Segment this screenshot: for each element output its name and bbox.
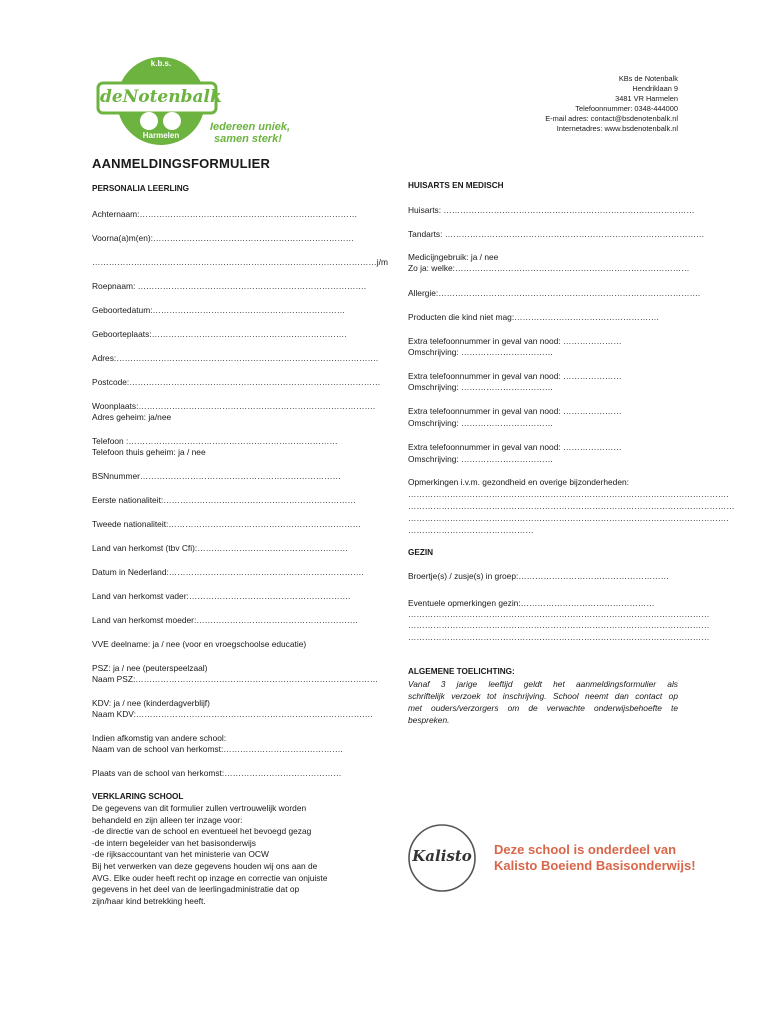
field-producten[interactable]: Producten die kind niet mag:……………………………………………. <box>408 312 659 322</box>
field-broertjes[interactable]: Broertje(s) / zusje(s) in groep:……………………………………………… <box>408 571 670 581</box>
address-line: Telefoonnummer: 0348-444000 <box>575 104 678 113</box>
field-voornamen-cont[interactable]: …………………………………………………………………………………………j/m <box>92 257 388 267</box>
logo-slogan-1: Iedereen uniek, <box>210 121 291 133</box>
field-naam-school-herkomst[interactable]: Naam van de school van herkomst:……………………………………. <box>92 744 343 754</box>
field-omschrijving[interactable]: Omschrijving: …………………………… <box>408 454 554 464</box>
gezin-heading: GEZIN <box>408 548 434 557</box>
field-zoja-welke[interactable]: Zo ja: welke:………………………………………………………………………… <box>408 263 690 273</box>
school-logo <box>96 55 316 155</box>
field-omschrijving[interactable]: Omschrijving: …………………………… <box>408 347 554 357</box>
field-postcode[interactable]: Postcode:……………………………………………………………………………… <box>92 377 381 387</box>
field-tweede-nationaliteit[interactable]: Tweede nationaliteit:…………………………………………………………… <box>92 519 361 529</box>
field-datum-nederland[interactable]: Datum in Nederland:……………………………………………………………. <box>92 567 364 577</box>
gezin-line[interactable]: ……………………………………………………………………………………………… <box>408 620 710 630</box>
field-allergie[interactable]: Allergie:…………………………………………………………………………………. <box>408 288 701 298</box>
field-extra-telefoon[interactable]: Extra telefoonnummer in geval van nood: ………………… <box>408 406 622 416</box>
field-omschrijving[interactable]: Omschrijving: …………………………… <box>408 418 554 428</box>
field-plaats-school-herkomst[interactable]: Plaats van de school van herkomst:…………………………………… <box>92 768 342 778</box>
medisch-heading: HUISARTS EN MEDISCH <box>408 181 504 190</box>
field-kdv[interactable]: KDV: ja / nee (kinderdagverblijf) <box>92 698 210 708</box>
field-adres-geheim[interactable]: Adres geheim: ja/nee <box>92 412 172 422</box>
field-naam-psz[interactable]: Naam PSZ:…………………………………………………………………………… <box>92 674 379 684</box>
verklaring-line: -de directie van de school en eventueel het bevoegd gezag <box>92 826 312 837</box>
kalisto-logo <box>406 822 478 894</box>
verklaring-line: gegevens in het deel van de leerlingadministratie dat op <box>92 884 300 895</box>
field-land-herkomst[interactable]: Land van herkomst (tbv Cfi):……………………………………………… <box>92 543 348 553</box>
kalisto-logo-text: Kalisto <box>412 847 472 865</box>
field-adres[interactable]: Adres:…………………………………………………………………………………. <box>92 353 379 363</box>
verklaring-line: -de rijksaccountant van het ministerie van OCW <box>92 849 269 860</box>
gezin-line[interactable]: ……………………………………………………………………………………………… <box>408 632 710 642</box>
opmerkingen-line[interactable]: ……………………………………………………………………………………………………… <box>408 501 735 511</box>
gezin-line[interactable]: ……………………………………………………………………………………………… <box>408 609 710 619</box>
field-psz[interactable]: PSZ: ja / nee (peuterspeelzaal) <box>92 663 208 673</box>
toelichting-line: met ouders/verzorgers om de verwachte onderwijsbehoefte te <box>408 703 678 713</box>
field-tandarts[interactable]: Tandarts: ………………………………………………………………………………… <box>408 229 705 239</box>
field-telefoon-geheim[interactable]: Telefoon thuis geheim: ja / nee <box>92 447 206 457</box>
field-extra-telefoon[interactable]: Extra telefoonnummer in geval van nood: ………………… <box>408 371 622 381</box>
toelichting-line: schriftelijk verzoek tot inschrijving. School neemt dan contact op <box>408 691 678 701</box>
field-woonplaats[interactable]: Woonplaats:…………………………………………………………………………. <box>92 401 376 411</box>
field-vve[interactable]: VVE deelname: ja / nee (voor en vroegschoolse educatie) <box>92 639 307 649</box>
verklaring-line: zijn/haar kind betrekking heeft. <box>92 895 206 906</box>
field-roepnaam[interactable]: Roepnaam: ………………………………………………………………………. <box>92 281 367 291</box>
field-andere-school: Indien afkomstig van andere school: <box>92 733 227 743</box>
field-bsn[interactable]: BSNnummer……………………………………………………………… <box>92 471 341 481</box>
toelichting-heading: ALGEMENE TOELICHTING: <box>408 667 515 676</box>
field-huisarts[interactable]: Huisarts: ……………………………………………………………………………… <box>408 205 695 215</box>
verklaring-line: behandeld en zijn alleen ter inzage voor: <box>92 814 243 825</box>
address-line: E-mail adres: contact@bsdenotenbalk.nl <box>545 114 678 123</box>
field-herkomst-moeder[interactable]: Land van herkomst moeder:…………………………………………………. <box>92 615 358 625</box>
verklaring-line: AVG. Elke ouder heeft recht op inzage en correctie van onjuiste <box>92 872 328 883</box>
field-medicijngebruik[interactable]: Medicijngebruik: ja / nee <box>408 252 499 262</box>
verklaring-line: Bij het verwerken van deze gegevens houden wij ons aan de <box>92 860 318 871</box>
field-opmerkingen-label: Opmerkingen i.v.m. gezondheid en overige bijzonderheden: <box>408 477 629 487</box>
address-line: KBs de Notenbalk <box>618 74 678 83</box>
verklaring-line: De gegevens van dit formulier zullen vertrouwelijk worden <box>92 803 307 813</box>
field-naam-kdv[interactable]: Naam KDV:…………………………………………………………………………. <box>92 709 373 719</box>
form-title: AANMELDINGSFORMULIER <box>92 156 271 171</box>
kalisto-tagline-2: Kalisto Boeiend Basisonderwijs! <box>494 858 696 873</box>
field-achternaam[interactable]: Achternaam:…………………………………………………………………… <box>92 209 358 219</box>
toelichting-text <box>408 678 678 726</box>
field-herkomst-vader[interactable]: Land van herkomst vader:…………………………………………………. <box>92 591 351 601</box>
logo-place-text: Harmelen <box>142 131 180 140</box>
toelichting-line: Vanaf 3 jarige leeftijd geldt het aanmeldingsformulier als <box>408 679 678 689</box>
address-line: Internetadres: www.bsdenotenbalk.nl <box>556 124 678 133</box>
verklaring-heading: VERKLARING SCHOOL <box>92 792 184 801</box>
field-eerste-nationaliteit[interactable]: Eerste nationaliteit:…………………………………………………………… <box>92 495 356 505</box>
verklaring-line: -de intern begeleider van het basisonderwijs <box>92 837 256 848</box>
opmerkingen-line[interactable]: ……………………………………………………………………………………………………. <box>408 513 729 523</box>
school-address <box>458 74 678 134</box>
logo-slogan-2: samen sterk! <box>214 133 282 145</box>
field-omschrijving[interactable]: Omschrijving: …………………………… <box>408 382 554 392</box>
address-line: 3481 VR Harmelen <box>615 94 678 103</box>
verklaring-text <box>92 803 352 907</box>
field-voornamen[interactable]: Voorna(a)m(en):……………………………………………………………… <box>92 233 354 243</box>
opmerkingen-line[interactable]: ……………………………………………………………………………………………………. <box>408 489 729 499</box>
field-telefoon[interactable]: Telefoon :………………………………………………………………… <box>92 436 338 446</box>
field-eventuele-opmerkingen[interactable]: Eventuele opmerkingen gezin:………………………………………… <box>408 598 655 608</box>
address-line: Hendriklaan 9 <box>632 84 678 93</box>
logo-kbs-text: k.b.s. <box>150 59 172 68</box>
field-geboorteplaats[interactable]: Geboorteplaats:……………………………………………………………. <box>92 329 347 339</box>
kalisto-tagline-1: Deze school is onderdeel van <box>494 842 677 857</box>
personalia-heading: PERSONALIA LEERLING <box>92 184 190 193</box>
field-geboortedatum[interactable]: Geboortedatum:…………………………………………………………… <box>92 305 346 315</box>
logo-name-text: deNotenbalk <box>100 87 222 107</box>
field-extra-telefoon[interactable]: Extra telefoonnummer in geval van nood: ………………… <box>408 336 622 346</box>
opmerkingen-line[interactable]: ……………………………………… <box>408 525 534 535</box>
toelichting-line: bespreken. <box>408 715 450 725</box>
field-extra-telefoon[interactable]: Extra telefoonnummer in geval van nood: ………………… <box>408 442 622 452</box>
